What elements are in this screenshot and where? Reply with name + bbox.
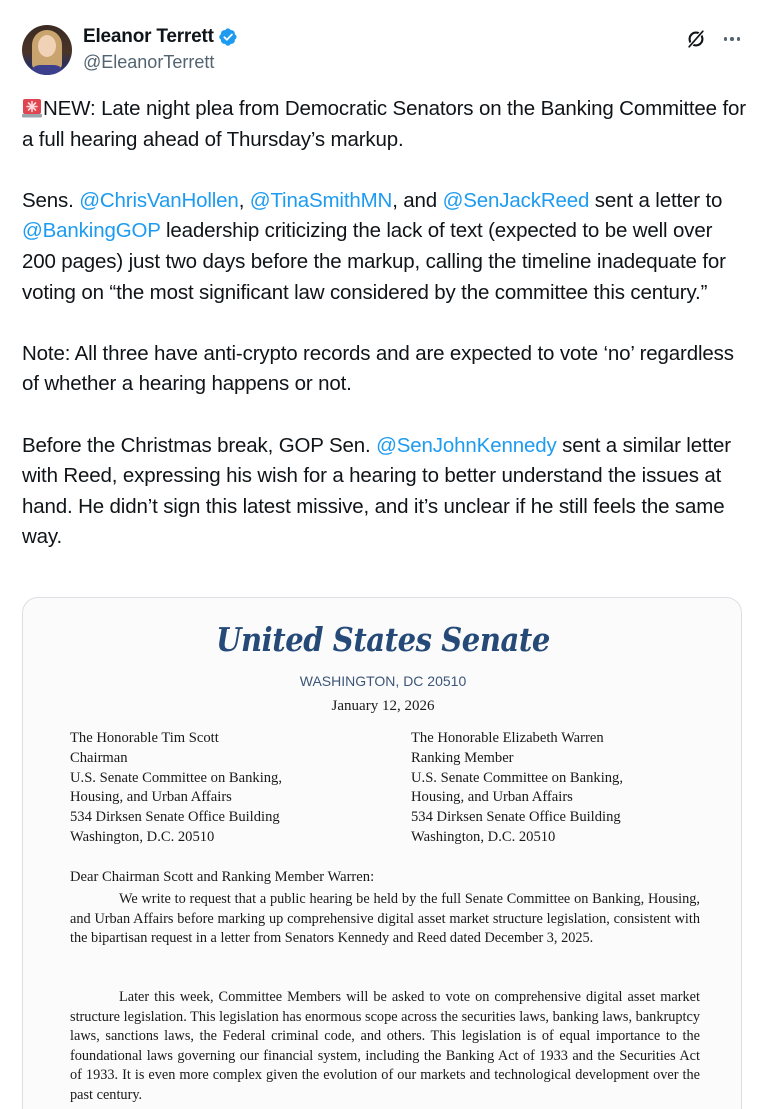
tweet-paragraph-3 — [22, 339, 748, 400]
tweet-text-segment: sent a similar letter with Reed, expressing his wish for a hearing to better understand the issues at hand. He didn’t sign this latest missive, and it’s unclear if he still feels the same way. — [22, 433, 731, 549]
letter-salutation: Dear Chairman Scott and Ranking Member Warren: — [70, 869, 375, 885]
recipient-line: Housing, and Urban Affairs — [70, 789, 232, 806]
recipient-line: Housing, and Urban Affairs — [411, 789, 573, 806]
recipient-line: Washington, D.C. 20510 — [70, 828, 215, 845]
avatar-face — [38, 35, 56, 57]
tweet-text-segment: Before the Christmas break, GOP Sen. — [22, 433, 377, 457]
letter-paragraph-2 — [70, 988, 700, 1105]
recipient-line: 534 Dirksen Senate Office Building — [411, 809, 621, 826]
tweet-text-segment: , — [238, 188, 250, 212]
more-options-icon[interactable] — [721, 28, 743, 50]
recipient-line: 534 Dirksen Senate Office Building — [70, 809, 280, 826]
letter-paragraph-text: Later this week, Committee Members will be asked to vote on comprehensive digital asset market structure legislation. This legislation has enormous scope across the securities laws, banking laws, bankruptcy laws, sanctions laws, the Federal criminal code, and others. This legislation is of equal importance to the foundational laws governing our financial system, including the Banking Act of 1933 and the Securities Act of 1933. It is even more complex given the evolution of our markets and technological development over the past century. — [70, 989, 700, 1103]
tweet-text — [22, 94, 748, 584]
tweet-paragraph-2 — [22, 186, 748, 308]
recipient-block-right — [411, 729, 623, 848]
avatar[interactable] — [22, 25, 72, 75]
dot — [724, 37, 728, 41]
mention-link[interactable]: @SenJohnKennedy — [376, 433, 557, 457]
tweet-text-segment: NEW: Late night plea from Democratic Senators on the Banking Committee for a full hearing ahead of Thursday’s markup. — [22, 97, 746, 151]
avatar-shirt — [30, 65, 64, 75]
tweet-text-segment: Sens. — [22, 188, 80, 212]
verified-badge-icon — [218, 27, 238, 47]
tweet-text-segment: sent a letter to — [589, 188, 723, 212]
letter-paragraph-text: We write to request that a public hearing be held by the full Senate Committee on Banking, Housing, and Urban Affairs before marking up comprehensive digital asset market structure legislation, consistent with the bipartisan request in a letter from Senators Kennedy and Reed dated December 3, 2025. — [70, 891, 700, 946]
tweet-text-segment: Note: All three have anti-crypto records and are expected to vote ‘no’ regardless of whether a hearing happens or not. — [22, 341, 734, 396]
mention-link[interactable]: @ChrisVanHollen — [79, 188, 239, 212]
recipient-line: The Honorable Tim Scott — [70, 730, 219, 746]
letter-paragraph-1 — [70, 890, 700, 949]
recipient-line: U.S. Senate Committee on Banking, — [70, 769, 282, 786]
dot — [730, 37, 734, 41]
recipient-line: Chairman — [70, 749, 128, 766]
grok-icon[interactable] — [685, 28, 707, 50]
siren-emoji-icon — [22, 98, 42, 118]
letter-date: January 12, 2026 — [331, 698, 435, 714]
recipient-line: Washington, D.C. 20510 — [411, 828, 556, 845]
dot — [737, 37, 741, 41]
handle[interactable]: @EleanorTerrett — [83, 52, 215, 72]
tweet-text-segment: leadership criticizing the lack of text (expected to be well over 200 pages) just two days before the markup, calling the timeline inadequate for voting on “the most significant law considered by the committee this century.” — [22, 219, 726, 304]
tweet-text-segment: , and — [392, 188, 443, 212]
letterhead-title: United States Senate — [216, 620, 550, 659]
tweet-paragraph-4 — [22, 431, 748, 553]
tweet-header — [22, 24, 746, 78]
recipient-line: Ranking Member — [411, 749, 514, 766]
display-name[interactable]: Eleanor Terrett — [83, 26, 214, 47]
senate-letter-image — [23, 598, 742, 1109]
mention-link[interactable]: @BankingGOP — [22, 219, 161, 243]
recipient-block-left — [70, 729, 282, 848]
name-row — [83, 26, 238, 48]
mention-link[interactable]: @SenJackReed — [442, 188, 590, 212]
letterhead-address: WASHINGTON, DC 20510 — [299, 673, 467, 689]
mention-link[interactable]: @TinaSmithMN — [249, 188, 393, 212]
media-image-card[interactable] — [22, 597, 742, 1109]
recipient-line: The Honorable Elizabeth Warren — [411, 730, 604, 746]
tweet-paragraph-1 — [22, 94, 748, 155]
recipient-line: U.S. Senate Committee on Banking, — [411, 769, 623, 786]
